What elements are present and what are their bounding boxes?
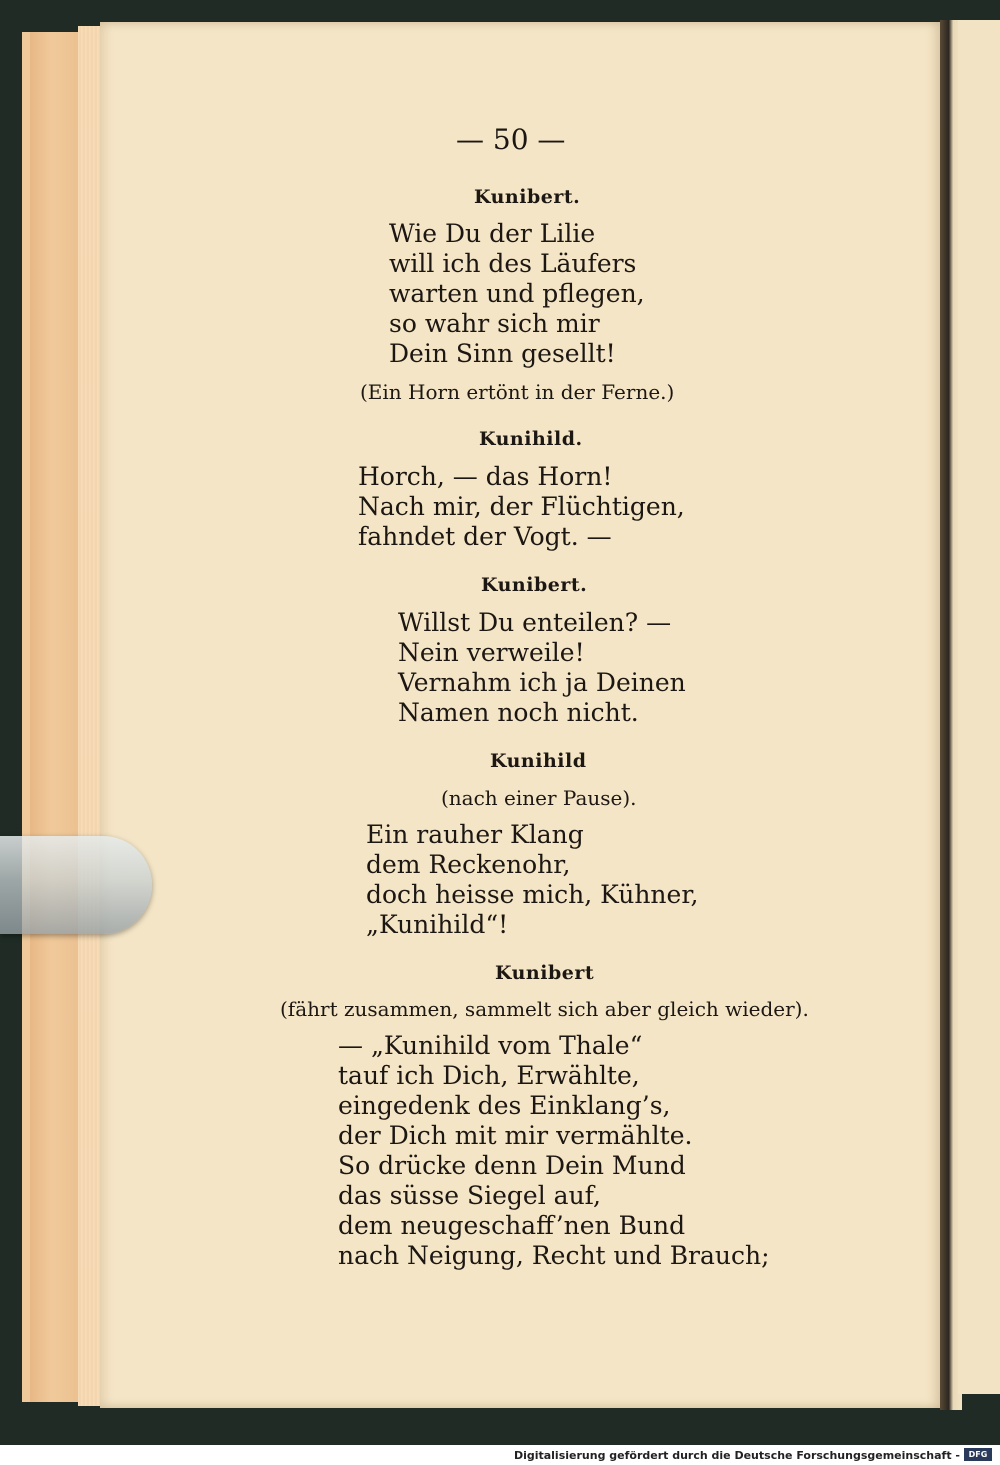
verse-line: der Dich mit mir vermählte. [338, 1121, 693, 1150]
verse-line: dem Reckenohr, [366, 850, 571, 879]
speaker-name: Kunihild. [479, 428, 583, 450]
verse-line: dem neugeschaff’nen Bund [338, 1211, 686, 1240]
dfg-logo: DFG [964, 1448, 992, 1461]
verse-line: will ich des Läufers [389, 249, 637, 278]
verse-line: doch heisse mich, Kühner, [366, 880, 699, 909]
speaker-name: Kunibert [495, 962, 595, 984]
verse-line: „Kunihild“! [366, 910, 509, 939]
verse-line: eingedenk des Einklang’s, [338, 1091, 671, 1120]
stage-direction: (fährt zusammen, sammelt sich aber gleich wieder). [280, 997, 809, 1021]
verse-line: Nach mir, der Flüchtigen, [358, 492, 685, 521]
verse-line: das süsse Siegel auf, [338, 1181, 601, 1210]
verse-line: Dein Sinn gesellt! [389, 339, 616, 368]
verse-line: nach Neigung, Recht und Brauch; [338, 1241, 770, 1270]
speaker-name: Kunibert. [474, 186, 581, 208]
verse-line: Horch, — das Horn! [358, 462, 613, 491]
verse-line: Namen noch nicht. [398, 698, 639, 727]
stage-direction: (Ein Horn ertönt in der Ferne.) [360, 380, 675, 404]
verse-line: so wahr sich mir [389, 309, 600, 338]
verse-line: Wie Du der Lilie [389, 219, 596, 248]
verse-line: Willst Du enteilen? — [398, 608, 672, 637]
verse-line: So drücke denn Dein Mund [338, 1151, 686, 1180]
speaker-name: Kunibert. [481, 574, 588, 596]
verse-line: Vernahm ich ja Deinen [398, 668, 686, 697]
verse-line: Nein verweile! [398, 638, 585, 667]
verse-line: warten und pflegen, [389, 279, 645, 308]
verse-line: fahndet der Vogt. — [358, 522, 612, 551]
speaker-name: Kunihild [490, 750, 587, 772]
verse-line: — „Kunihild vom Thale“ [338, 1031, 643, 1060]
page-number: — 50 — [456, 123, 566, 156]
verse-line: Ein rauher Klang [366, 820, 584, 849]
verse-line: tauf ich Dich, Erwählte, [338, 1061, 640, 1090]
stage-direction: (nach einer Pause). [441, 786, 637, 810]
funding-credit: Digitalisierung gefördert durch die Deutsche Forschungsgemeinschaft - [513, 1449, 960, 1462]
